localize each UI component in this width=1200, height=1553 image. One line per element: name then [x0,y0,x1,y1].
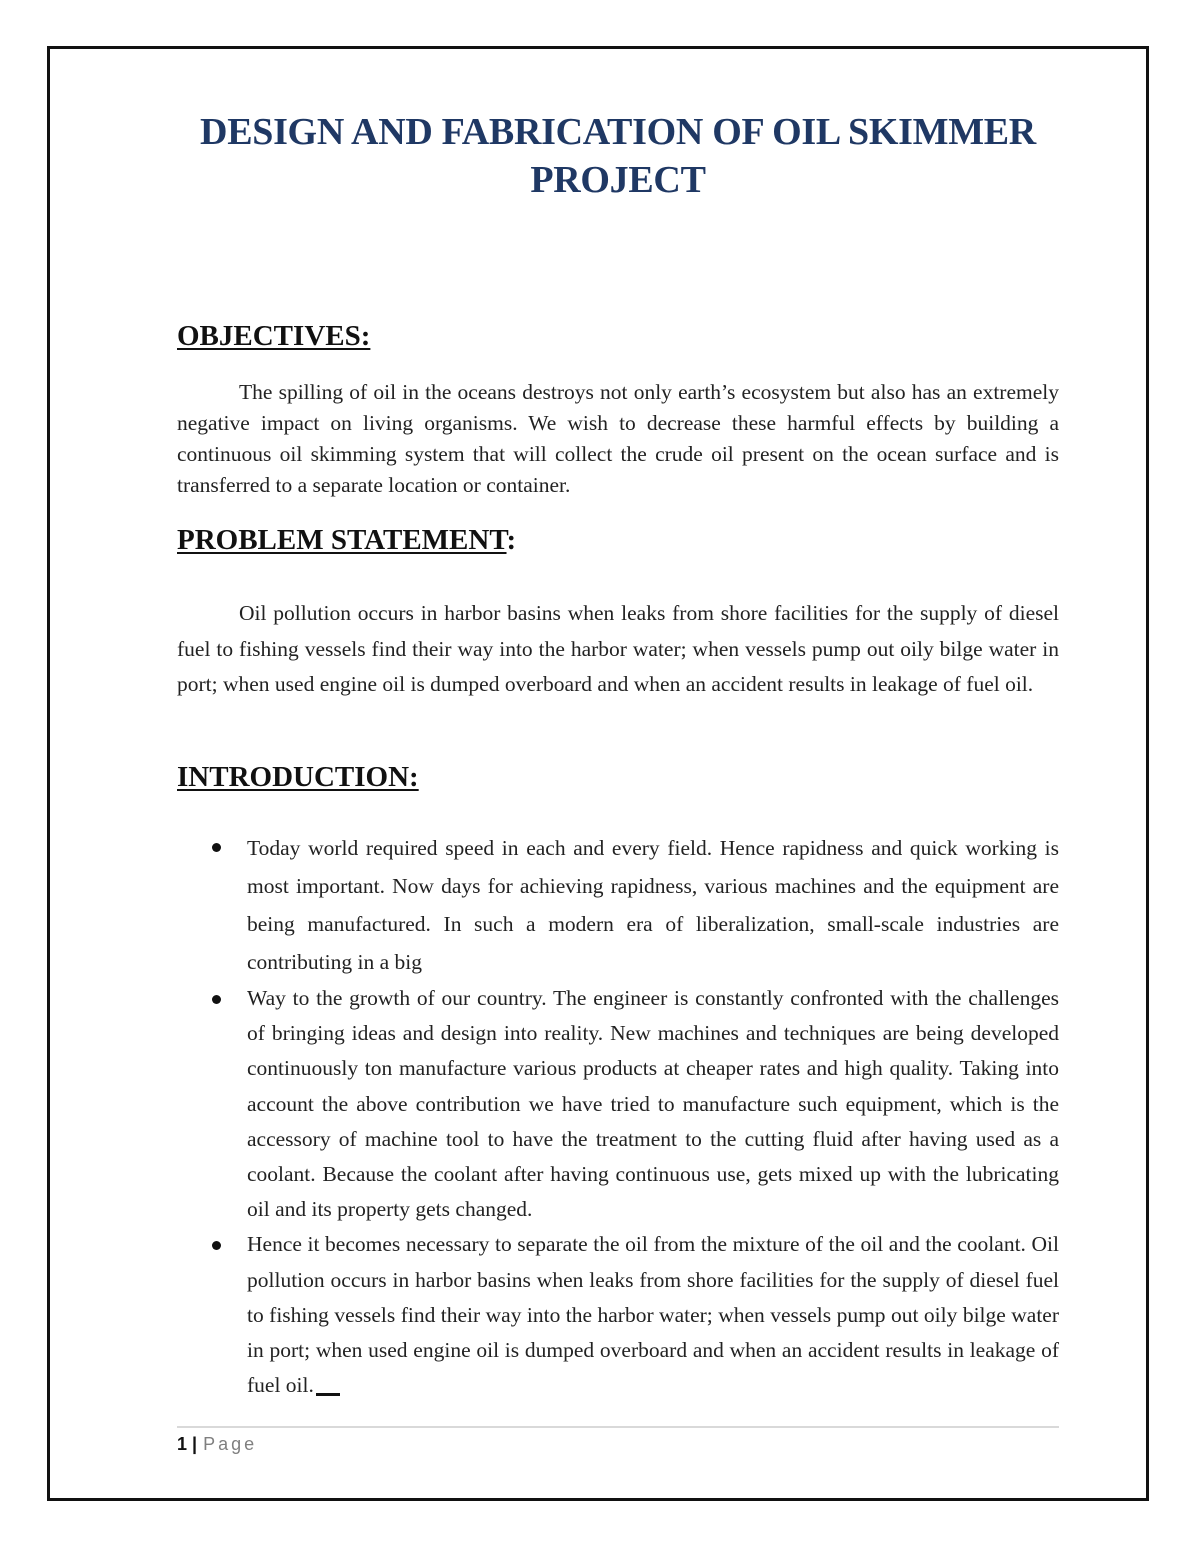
problem-statement-heading [177,523,516,557]
bullet-icon [212,995,221,1004]
problem-heading-colon: : [506,524,517,556]
list-item [177,829,1059,981]
introduction-heading-text: INTRODUCTION: [177,761,419,793]
problem-statement-paragraph: Oil pollution occurs in harbor basins when leaks from shore facilities for the supply of diesel fuel to fishing vessels find their way into the harbor water; when vessels pump out oily bilge water in port; when used engine oil is dumped overboard and when an accident results in leakage of fuel oil. [177,601,1059,696]
list-item-text: Today world required speed in each and every field. Hence rapidness and quick working is most important. Now days for achieving rapidness, various machines and the equipment are being manufactured. In such a modern era of liberalization, small-scale industries are contributing in a big [247,836,1059,974]
document-title [177,108,1059,204]
list-item [177,981,1059,1227]
bullet-icon [212,843,221,852]
objectives-paragraph: The spilling of oil in the oceans destroys not only earth’s ecosystem but also has an extremely negative impact on living organisms. We wish to decrease these harmful effects by building a continuous oil skimming system that will collect the crude oil present on the ocean surface and is transferred to a separate location or container. [177,380,1059,497]
problem-heading-text: PROBLEM STATEMENT [177,524,507,556]
objectives-heading-text: OBJECTIVES: [177,320,371,352]
list-item-text: Hence it becomes necessary to separate the oil from the mixture of the oil and the coolant. Oil pollution occurs in harbor basins when leaks from shore facilities for the supply of diesel fuel to fishing vessels find their way into the harbor water; when vessels pump out oily bilge water in port; when used engine oil is dumped overboard and when an accident results in leakage of fuel oil. [247,1232,1059,1398]
title-line-2: PROJECT [530,159,706,201]
text-cursor-mark [316,1393,340,1396]
footer-separator: | [192,1434,198,1454]
objectives-heading [177,319,370,353]
list-item [177,1227,1059,1403]
introduction-heading [177,760,419,794]
list-item-text: Way to the growth of our country. The engineer is constantly confronted with the challenges of bringing ideas and design into reality. New machines and techniques are being developed continuously ton manufacture various products at cheaper rates and high quality. Taking into account the above contribution we have tried to manufacture such equipment, which is the accessory of machine tool to have the treatment to the cutting fluid after having used as a coolant. Because the coolant after having continuous use, gets mixed up with the lubricating oil and its property gets changed. [247,986,1059,1222]
bullet-icon [212,1241,221,1250]
page-number: 1 [177,1434,188,1454]
title-line-1: DESIGN AND FABRICATION OF OIL SKIMMER [200,111,1036,153]
page-footer [177,1434,257,1455]
page-label: Page [203,1434,258,1454]
footer-divider [177,1426,1059,1428]
introduction-list [177,829,1059,1403]
